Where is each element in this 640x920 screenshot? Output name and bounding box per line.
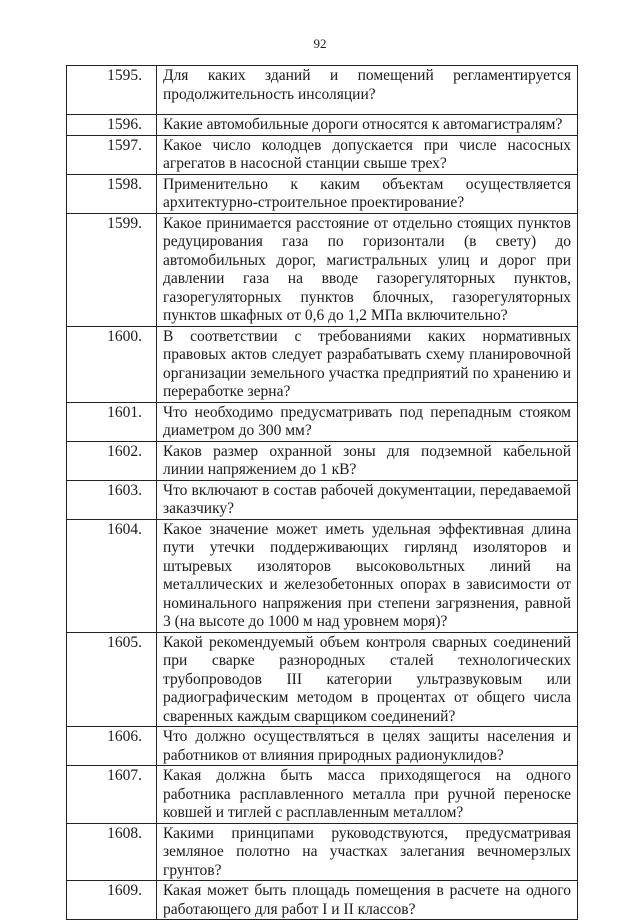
question-text: Для каких зданий и помещений регламентируется продолжительность инсоляции?	[157, 66, 578, 115]
question-number: 1596.	[67, 115, 157, 136]
table-row	[67, 326, 578, 402]
table-row	[67, 402, 578, 441]
questions-table	[66, 65, 578, 920]
question-number: 1601.	[67, 402, 157, 441]
question-text: Какое значение может иметь удельная эффективная длина пути утечки поддерживающих гирлянд изоляторов и штыревых изоляторов высоковольтных линий на металлических и железобетонных опорах в зависимости от номинального напряжения при степени загрязнения, равной 3 (на высоте до 1000 м над уровнем моря)?	[157, 519, 578, 632]
question-number: 1606.	[67, 727, 157, 766]
question-number: 1602.	[67, 441, 157, 480]
question-number: 1608.	[67, 823, 157, 881]
table-row	[67, 881, 578, 920]
question-text: Какая должна быть масса приходящегося на одного работника расплавленного металла при ручной переноске ковшей и тиглей с расплавленным металлом?	[157, 766, 578, 824]
question-number: 1609.	[67, 881, 157, 920]
question-number: 1607.	[67, 766, 157, 824]
question-text: Какими принципами руководствуются, предусматривая земляное полотно на участках залегания вечномерзлых грунтов?	[157, 823, 578, 881]
question-number: 1598.	[67, 174, 157, 213]
table-row	[67, 213, 578, 326]
question-text: Каков размер охранной зоны для подземной кабельной линии напряжением до 1 кВ?	[157, 441, 578, 480]
question-number: 1595.	[67, 66, 157, 115]
question-text: Применительно к каким объектам осуществляется архитектурно-строительное проектирование?	[157, 174, 578, 213]
question-number: 1603.	[67, 480, 157, 519]
question-text: Какая может быть площадь помещения в расчете на одного работающего для работ I и II классов?	[157, 881, 578, 920]
question-number: 1605.	[67, 632, 157, 727]
question-text: Что включают в состав рабочей документации, передаваемой заказчику?	[157, 480, 578, 519]
question-text: Какое принимается расстояние от отдельно стоящих пунктов редуцирования газа по горизонтали (в свету) до автомобильных дорог, магистральных улиц и дорог при давлении газа на вводе газорегуляторных пунктов, газорегуляторных пунктов блочных, газорегуляторных пунктов шкафных от 0,6 до 1,2 МПа включительно?	[157, 213, 578, 326]
question-number: 1600.	[67, 326, 157, 402]
question-text: Что необходимо предусматривать под перепадным стояком диаметром до 300 мм?	[157, 402, 578, 441]
question-number: 1599.	[67, 213, 157, 326]
table-row	[67, 115, 578, 136]
question-text: Какое число колодцев допускается при числе насосных агрегатов в насосной станции свыше трех?	[157, 135, 578, 174]
table-row	[67, 480, 578, 519]
question-text: Какой рекомендуемый объем контроля сварных соединений при сварке разнородных сталей технологических трубопроводов III категории ультразвуковым или радиографическим методом в процентах от общего числа сваренных каждым сварщиком соединений?	[157, 632, 578, 727]
table-row	[67, 519, 578, 632]
table-row	[67, 135, 578, 174]
table-row	[67, 727, 578, 766]
table-row	[67, 66, 578, 115]
question-text: В соответствии с требованиями каких нормативных правовых актов следует разрабатывать схему планировочной организации земельного участка предприятий по хранению и переработке зерна?	[157, 326, 578, 402]
question-number: 1597.	[67, 135, 157, 174]
table-row	[67, 632, 578, 727]
table-row	[67, 174, 578, 213]
table-row	[67, 766, 578, 824]
question-text: Что должно осуществляться в целях защиты населения и работников от влияния природных радионуклидов?	[157, 727, 578, 766]
question-number: 1604.	[67, 519, 157, 632]
page-number: 92	[313, 36, 327, 51]
question-text: Какие автомобильные дороги относятся к автомагистралям?	[157, 115, 578, 136]
table-row	[67, 441, 578, 480]
table-row	[67, 823, 578, 881]
